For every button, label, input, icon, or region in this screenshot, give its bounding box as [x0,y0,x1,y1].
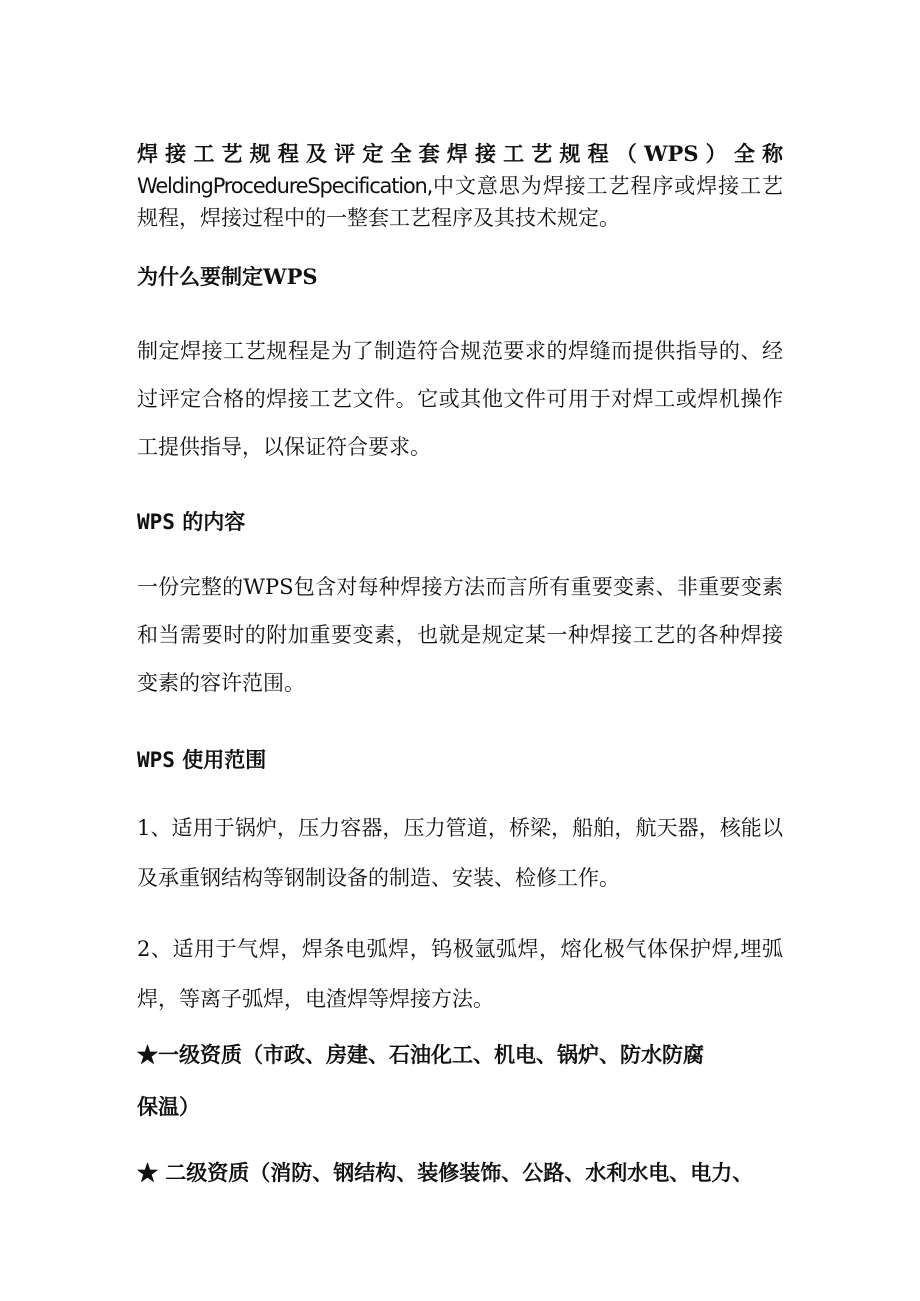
wps-content-body: 一份完整的WPS包含对每种焊接方法而言所有重要变素、非重要变素和当需要时的附加重要变素，也就是规定某一种焊接工艺的各种焊接变素的容许范围。 [137,575,783,695]
scope-item-2: 2、适用于气焊，焊条电弧焊，钨极氩弧焊，熔化极气体保护焊,埋弧焊，等离子弧焊，电渣焊等焊接方法。 [137,937,783,1011]
scope-item-1: 1、适用于锅炉，压力容器，压力管道，桥梁，船舶，航天器，核能以及承重钢结构等钢制设备的制造、安装、检修工作。 [137,816,783,890]
intro-continuation: 中文意思为焊接工艺程序或焊接工艺规程，焊接过程中的一整套工艺程序及其技术规定。 [137,174,783,230]
heading-wps-scope-text: 使用范围 [182,747,267,772]
heading-why-wps [137,262,783,292]
qualification-level-one-line1: ★一级资质（市政、房建、石油化工、机电、锅炉、防水防腐 [137,1042,704,1067]
heading-wps-scope-code: WPS [137,748,175,772]
qualification-level-two: ★ 二级资质（消防、钢结构、装修装饰、公路、水利水电、电力、 [137,1160,754,1185]
why-wps-body: 制定焊接工艺规程是为了制造符合规范要求的焊缝而提供指导的、经过评定合格的焊接工艺文件。它或其他文件可用于对焊工或焊机操作工提供指导，以保证符合要求。 [137,339,783,459]
heading-wps-content-code: WPS [137,510,175,534]
heading-wps-content [137,507,783,537]
heading-wps-scope [137,745,783,775]
qualification-level-one-line2: 保温） [137,1094,200,1119]
intro-latin-term: WeldingProcedureSpecification, [137,174,433,198]
qualification-level-one [137,1029,837,1133]
heading-wps-content-text: 的内容 [182,509,246,534]
intro-bold-lead: 焊接工艺规程及评定全套焊接工艺规程（WPS）全称 [137,141,783,166]
heading-why-wps-text: 为什么要制定WPS [137,264,318,289]
intro-paragraph [137,138,783,234]
